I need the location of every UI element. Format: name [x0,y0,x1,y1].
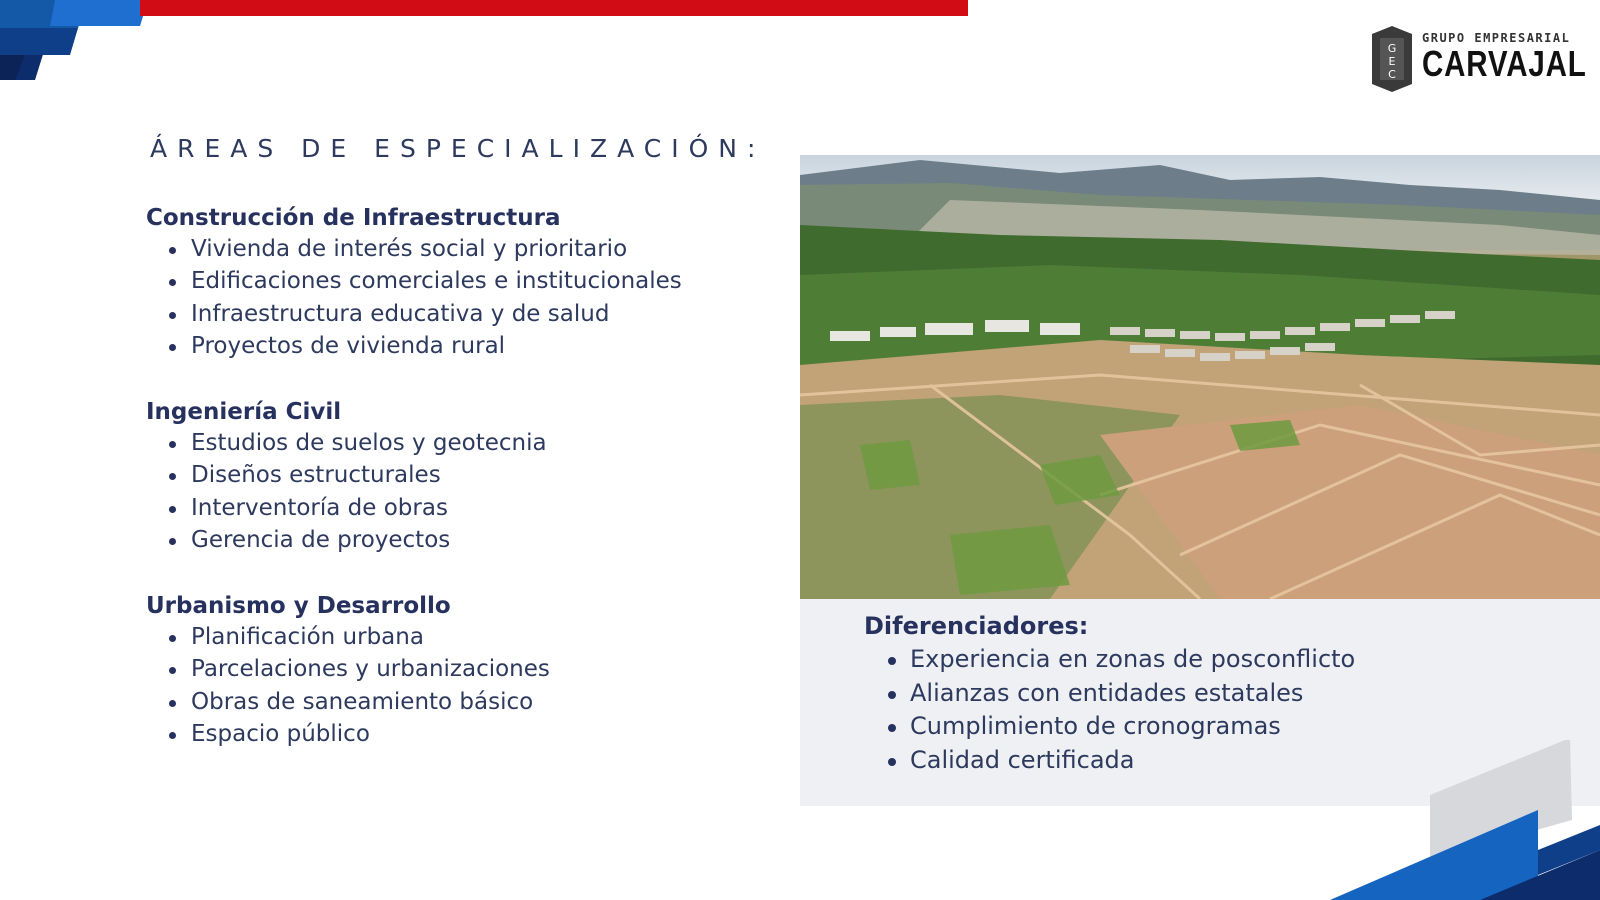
list-item-text: Planificación urbana [191,624,424,650]
bullet-icon [169,506,176,513]
list-item [146,718,766,750]
bullet-list [146,427,766,556]
svg-text:C: C [1388,68,1396,81]
list-item-text: Cumplimiento de cronogramas [910,712,1281,740]
bullet-icon [888,724,896,732]
list-item-text: Vivienda de interés social y prioritario [191,236,628,262]
bullet-icon [888,657,896,665]
list-item [864,677,1355,711]
list-item [864,710,1355,744]
bullet-icon [888,758,896,766]
list-item [146,427,766,459]
list-item-text: Proyectos de vivienda rural [191,332,506,359]
svg-text:E: E [1388,55,1396,68]
section-construccion [146,203,766,362]
bullet-icon [888,691,896,699]
list-item-text: Gerencia de proyectos [191,526,451,553]
logo-brand: CARVAJAL [1422,43,1587,84]
bullet-icon [169,312,176,319]
bullet-icon [169,667,176,674]
list-item [146,330,766,362]
section-ingenieria [146,397,766,556]
svg-text:G: G [1387,42,1397,55]
corner-decoration-top-left [0,0,160,90]
list-item-text: Calidad certificada [910,745,1135,774]
list-item [146,653,766,685]
bullet-icon [169,473,176,480]
bullet-icon [169,538,176,545]
company-logo [1372,24,1587,94]
list-item-text: Interventoría de obras [191,494,448,521]
list-item-text: Estudios de suelos y geotecnia [191,430,547,456]
bullet-icon [169,279,176,286]
list-item-text: Experiencia en zonas de posconflicto [910,645,1356,673]
bullet-list [146,621,766,750]
list-item [146,459,766,491]
list-item [146,298,766,330]
bullet-list [146,233,766,362]
differentiators-heading: Diferenciadores: [864,612,1089,640]
list-item [146,686,766,718]
section-heading: Urbanismo y Desarrollo [146,593,451,619]
list-item-text: Diseños estructurales [191,462,441,489]
list-item-text: Alianzas con entidades estatales [910,678,1304,707]
list-item-text: Infraestructura educativa y de salud [191,300,610,327]
list-item [146,492,766,524]
aerial-site-photo [800,155,1600,599]
list-item [146,621,766,653]
list-item-text: Obras de saneamiento básico [191,688,534,715]
top-red-bar [140,0,968,16]
list-item [146,265,766,297]
corner-decoration-bottom-right [1300,740,1600,900]
bullet-icon [169,344,176,351]
section-heading: Ingeniería Civil [146,399,342,425]
bullet-icon [169,732,176,739]
list-item [864,643,1355,677]
gec-monogram-icon [1372,26,1412,92]
list-item-text: Edificaciones comerciales e institucionales [191,268,682,295]
list-item [864,744,1355,778]
section-urbanismo [146,591,766,750]
list-item-text: Espacio público [191,720,370,747]
bullet-icon [169,635,176,642]
list-item [146,233,766,265]
list-item-text: Parcelaciones y urbanizaciones [191,656,550,683]
bullet-icon [169,441,176,448]
list-item [146,524,766,556]
differentiators-list [864,643,1355,777]
section-heading: Construcción de Infraestructura [146,205,561,231]
page-title: ÁREAS DE ESPECIALIZACIÓN: [150,133,766,163]
bullet-icon [169,700,176,707]
logo-kicker: GRUPO EMPRESARIAL [1422,31,1571,45]
bullet-icon [169,247,176,254]
